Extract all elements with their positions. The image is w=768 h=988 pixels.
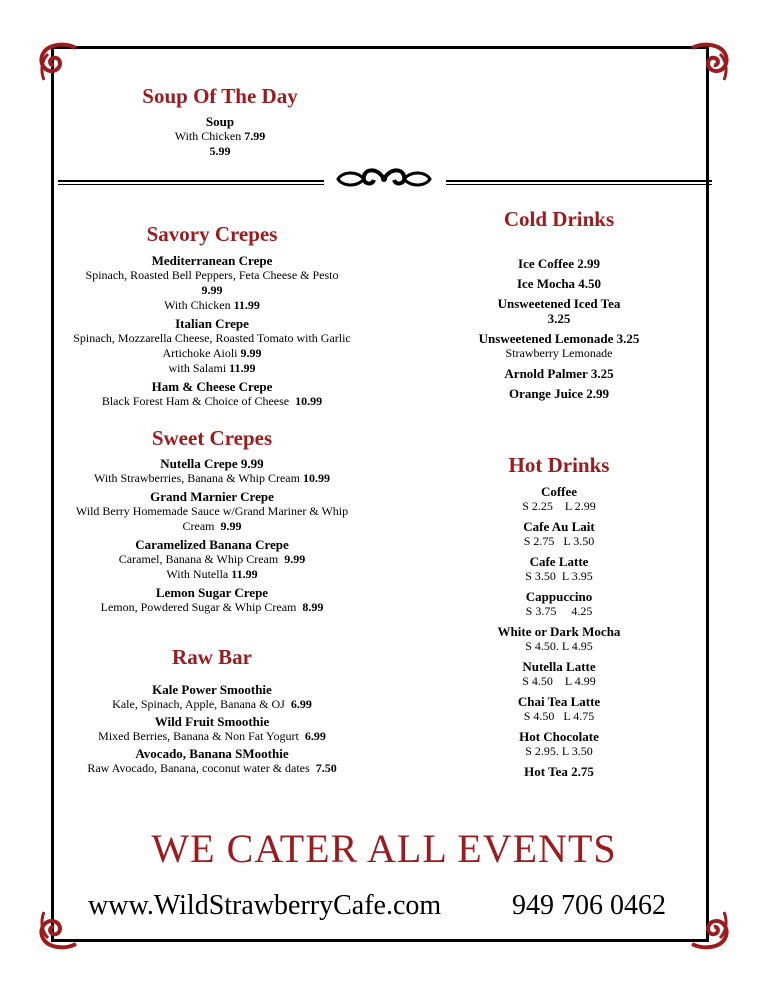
item-name: Ham & Cheese Crepe	[151, 379, 273, 394]
item-price: 10.99	[295, 394, 323, 408]
item-desc: Caramel, Banana & Whip Cream	[118, 552, 279, 566]
drink-item	[459, 694, 659, 724]
drink-item: Ice Mocha 4.50	[516, 276, 602, 291]
item-name: Caramelized Banana Crepe	[135, 537, 289, 552]
corner-ornament-icon	[36, 906, 82, 952]
menu-item	[62, 585, 362, 615]
item-desc: Black Forest Ham & Choice of Cheese	[101, 394, 290, 408]
item-desc2: Artichoke Aioli	[162, 346, 238, 360]
drink-item	[459, 519, 659, 549]
item-extra-price: 11.99	[233, 298, 260, 312]
item-desc2: Cream	[182, 519, 215, 533]
item-desc: Spinach, Roasted Bell Peppers, Feta Cheese & Pesto	[85, 268, 339, 282]
drink-item: Arnold Palmer 3.25	[504, 366, 614, 381]
item-price: 9.99	[220, 519, 242, 533]
item-price: 10.99	[302, 471, 330, 485]
item-desc: Wild Berry Homemade Sauce w/Grand Mariner & Whip	[75, 504, 349, 518]
item-desc: Lemon, Powdered Sugar & Whip Cream	[100, 600, 297, 614]
drink-item	[459, 484, 659, 514]
item-price: 7.50	[315, 761, 337, 775]
item-extra-text: With Nutella	[166, 567, 229, 581]
item-price: 9.99	[284, 552, 306, 566]
menu-item	[62, 682, 362, 712]
drink-item: Orange Juice 2.99	[508, 386, 609, 401]
item-price: 6.99	[290, 697, 312, 711]
drink-item	[459, 554, 659, 584]
item-desc: Kale, Spinach, Apple, Banana & OJ	[112, 697, 285, 711]
drink-sizes: S 4.50 L 4.99	[522, 674, 596, 688]
soup-line1-text: With Chicken	[174, 129, 242, 143]
item-extra-text: with Salami	[168, 361, 227, 375]
drink-name: White or Dark Mocha	[497, 624, 621, 639]
drink-name: Cafe Au Lait	[523, 519, 595, 534]
menu-item	[62, 489, 362, 534]
item-name: Lemon Sugar Crepe	[155, 585, 269, 600]
drink-item	[459, 589, 659, 619]
drink-item: Hot Tea 2.75	[524, 764, 594, 779]
item-desc: Spinach, Mozzarella Cheese, Roasted Tomato with Garlic	[73, 331, 351, 345]
item-name: Italian Crepe	[175, 316, 249, 331]
menu-item	[62, 379, 362, 409]
raw-section	[62, 645, 362, 776]
drink-sizes: S 2.95. L 3.50	[525, 744, 593, 758]
drink-sizes: S 4.50. L 4.95	[525, 639, 593, 653]
menu-item	[62, 316, 362, 376]
corner-ornament-icon	[686, 906, 732, 952]
soup-section	[100, 84, 340, 159]
savory-heading: Savory Crepes	[146, 222, 278, 246]
item-extra-text: With Chicken	[164, 298, 231, 312]
drink-name: Hot Chocolate	[519, 729, 599, 744]
drink-sizes: S 3.50 L 3.95	[525, 569, 593, 583]
item-name: Nutella Crepe 9.99	[160, 456, 264, 471]
savory-section	[62, 222, 362, 409]
menu-item	[62, 746, 362, 776]
soup-line1-price: 7.99	[244, 129, 266, 143]
sweet-section	[62, 426, 362, 615]
drink-item	[459, 624, 659, 654]
menu-item	[62, 456, 362, 486]
soup-heading: Soup Of The Day	[142, 84, 298, 108]
item-desc: Mixed Berries, Banana & Non Fat Yogurt	[98, 729, 299, 743]
item-price: 8.99	[302, 600, 324, 614]
item-desc: With Strawberries, Banana & Whip Cream	[94, 471, 300, 485]
menu-item	[62, 714, 362, 744]
soup-line2-price: 5.99	[209, 144, 231, 158]
item-price: 9.99	[240, 346, 262, 360]
corner-ornament-icon	[36, 40, 82, 86]
drink-item	[459, 659, 659, 689]
phone-number[interactable]: 949 706 0462	[512, 890, 666, 921]
drink-name: Coffee	[540, 484, 578, 499]
item-name: Kale Power Smoothie	[152, 682, 272, 697]
drink-name: Cafe Latte	[529, 554, 589, 569]
cater-banner: WE CATER ALL EVENTS	[151, 826, 617, 871]
drink-item: Ice Coffee 2.99	[518, 256, 600, 271]
flourish-icon	[334, 162, 434, 196]
item-price: 9.99	[201, 283, 223, 297]
item-price: 6.99	[304, 729, 326, 743]
divider-rule-right	[446, 180, 712, 185]
drink-name: Chai Tea Latte	[517, 694, 601, 709]
drink-item: Unsweetened Iced Tea	[497, 296, 621, 311]
soup-name: Soup	[205, 114, 235, 129]
drink-sizes: S 2.25 L 2.99	[522, 499, 596, 513]
divider-rule-left	[58, 180, 324, 185]
item-extra-price: 11.99	[229, 361, 256, 375]
item-extra-price: 11.99	[231, 567, 258, 581]
hot-section	[459, 453, 659, 779]
drink-item: Unsweetened Lemonade 3.25	[478, 331, 640, 346]
menu-item	[62, 537, 362, 582]
hot-heading: Hot Drinks	[508, 453, 610, 477]
item-name: Grand Marnier Crepe	[150, 489, 274, 504]
drink-item-sub: Strawberry Lemonade	[505, 346, 613, 360]
item-name: Wild Fruit Smoothie	[154, 714, 270, 729]
drink-sizes: S 3.75 4.25	[525, 604, 593, 618]
website-link[interactable]: www.WildStrawberryCafe.com	[88, 890, 442, 921]
drink-item	[459, 729, 659, 759]
raw-heading: Raw Bar	[172, 645, 252, 669]
drink-sizes: S 4.50 L 4.75	[523, 709, 595, 723]
item-desc: Raw Avocado, Banana, coconut water & dates	[87, 761, 310, 775]
sweet-heading: Sweet Crepes	[151, 426, 273, 450]
cold-heading: Cold Drinks	[503, 207, 615, 231]
drink-sizes: S 2.75 L 3.50	[523, 534, 595, 548]
drink-item-price: 3.25	[547, 311, 571, 326]
drink-name: Cappuccino	[525, 589, 593, 604]
item-name: Mediterranean Crepe	[151, 253, 273, 268]
corner-ornament-icon	[686, 40, 732, 86]
menu-item	[62, 253, 362, 313]
cold-section	[459, 207, 659, 401]
drink-name: Nutella Latte	[522, 659, 596, 674]
item-name: Avocado, Banana SMoothie	[135, 746, 289, 761]
